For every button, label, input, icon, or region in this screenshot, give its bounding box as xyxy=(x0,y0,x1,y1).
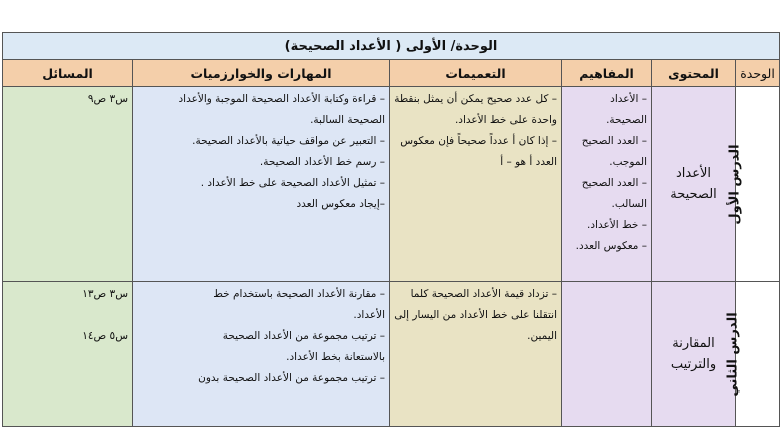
content-line: الأعداد xyxy=(676,166,712,181)
skill-line: – تمثيل الأعداد الصحيحة على خط الأعداد . xyxy=(200,177,386,189)
skill-line: –إيجاد معكوس العدد xyxy=(296,198,386,210)
problem-ref xyxy=(7,305,128,326)
generalization-line: انتقلنا على خط الأعداد من اليسار إلى xyxy=(394,309,558,321)
generalization-line: – إذا كان أ عدداً صحيحاً فإن معكوس xyxy=(400,135,558,147)
table-row xyxy=(3,87,780,282)
content-line: الصحيحة xyxy=(670,187,717,202)
skills-cell xyxy=(133,87,390,282)
header-content: المحتوى xyxy=(652,60,736,87)
header-concepts: المفاهيم xyxy=(562,60,652,87)
concept-line: الصحيحة. xyxy=(606,114,648,126)
skill-line: الصحيحة السالبة. xyxy=(310,114,386,126)
skill-line: الأعداد. xyxy=(353,309,386,321)
generalization-line: العدد أ هو – أ xyxy=(500,156,558,168)
generalization-line: واحدة على خط الأعداد. xyxy=(454,114,558,126)
header-unit: الوحدة xyxy=(736,60,780,87)
skill-line: – التعبير عن مواقف حياتية بالأعداد الصحيحة. xyxy=(192,135,386,147)
header-generalizations: التعميمات xyxy=(390,60,562,87)
content-line: والترتيب xyxy=(670,357,717,372)
concept-line: – خط الأعداد. xyxy=(587,219,648,231)
unit-cell xyxy=(727,87,780,282)
curriculum-analysis-table xyxy=(2,32,780,427)
header-skills: المهارات والخوارزميات xyxy=(133,60,390,87)
concept-line: – العدد الصحيح xyxy=(581,135,648,147)
skill-line: – ترتيب مجموعة من الأعداد الصحيحة xyxy=(222,330,386,342)
generalizations-cell xyxy=(390,87,562,282)
problem-ref: س٥ ص١٤ xyxy=(82,330,129,342)
skill-line: – رسم خط الأعداد الصحيحة. xyxy=(259,156,386,168)
skill-line: – ترتيب مجموعة من الأعداد الصحيحة بدون xyxy=(198,372,386,384)
lesson-label: الدرس الأول xyxy=(727,143,743,225)
concept-line: – الأعداد xyxy=(610,93,648,105)
skill-line: بالاستعانة بخط الأعداد. xyxy=(286,351,386,363)
lesson-label: الدرس الثاني xyxy=(725,311,741,397)
problem-ref: س٣ ص٩ xyxy=(87,93,129,105)
concept-line: السالب. xyxy=(611,198,648,210)
title-row xyxy=(3,33,780,60)
content-line: المقارنة xyxy=(672,336,715,351)
skill-line: – مقارنة الأعداد الصحيحة باستخدام خط xyxy=(213,288,386,300)
skill-line: – قراءة وكتابة الأعداد الصحيحة الموجبة والأعداد xyxy=(178,93,386,105)
unit-title: الوحدة/ الأولى ( الأعداد الصحيحة) xyxy=(3,33,780,60)
concept-line: الموجب. xyxy=(609,156,648,168)
concepts-cell xyxy=(562,87,652,282)
generalization-line: – كل عدد صحيح يمكن أن يمثل بنقطة xyxy=(394,93,558,105)
problems-cell xyxy=(3,87,133,282)
problem-ref: س٣ ص١٣ xyxy=(82,288,129,300)
concept-line: – معكوس العدد. xyxy=(575,240,648,252)
header-row xyxy=(3,60,780,87)
generalization-line: اليمين. xyxy=(527,330,558,342)
header-problems: المسائل xyxy=(3,60,133,87)
generalization-line: – تزداد قيمة الأعداد الصحيحة كلما xyxy=(410,288,558,300)
curriculum-table-container xyxy=(2,32,779,427)
concept-line: – العدد الصحيح xyxy=(581,177,648,189)
